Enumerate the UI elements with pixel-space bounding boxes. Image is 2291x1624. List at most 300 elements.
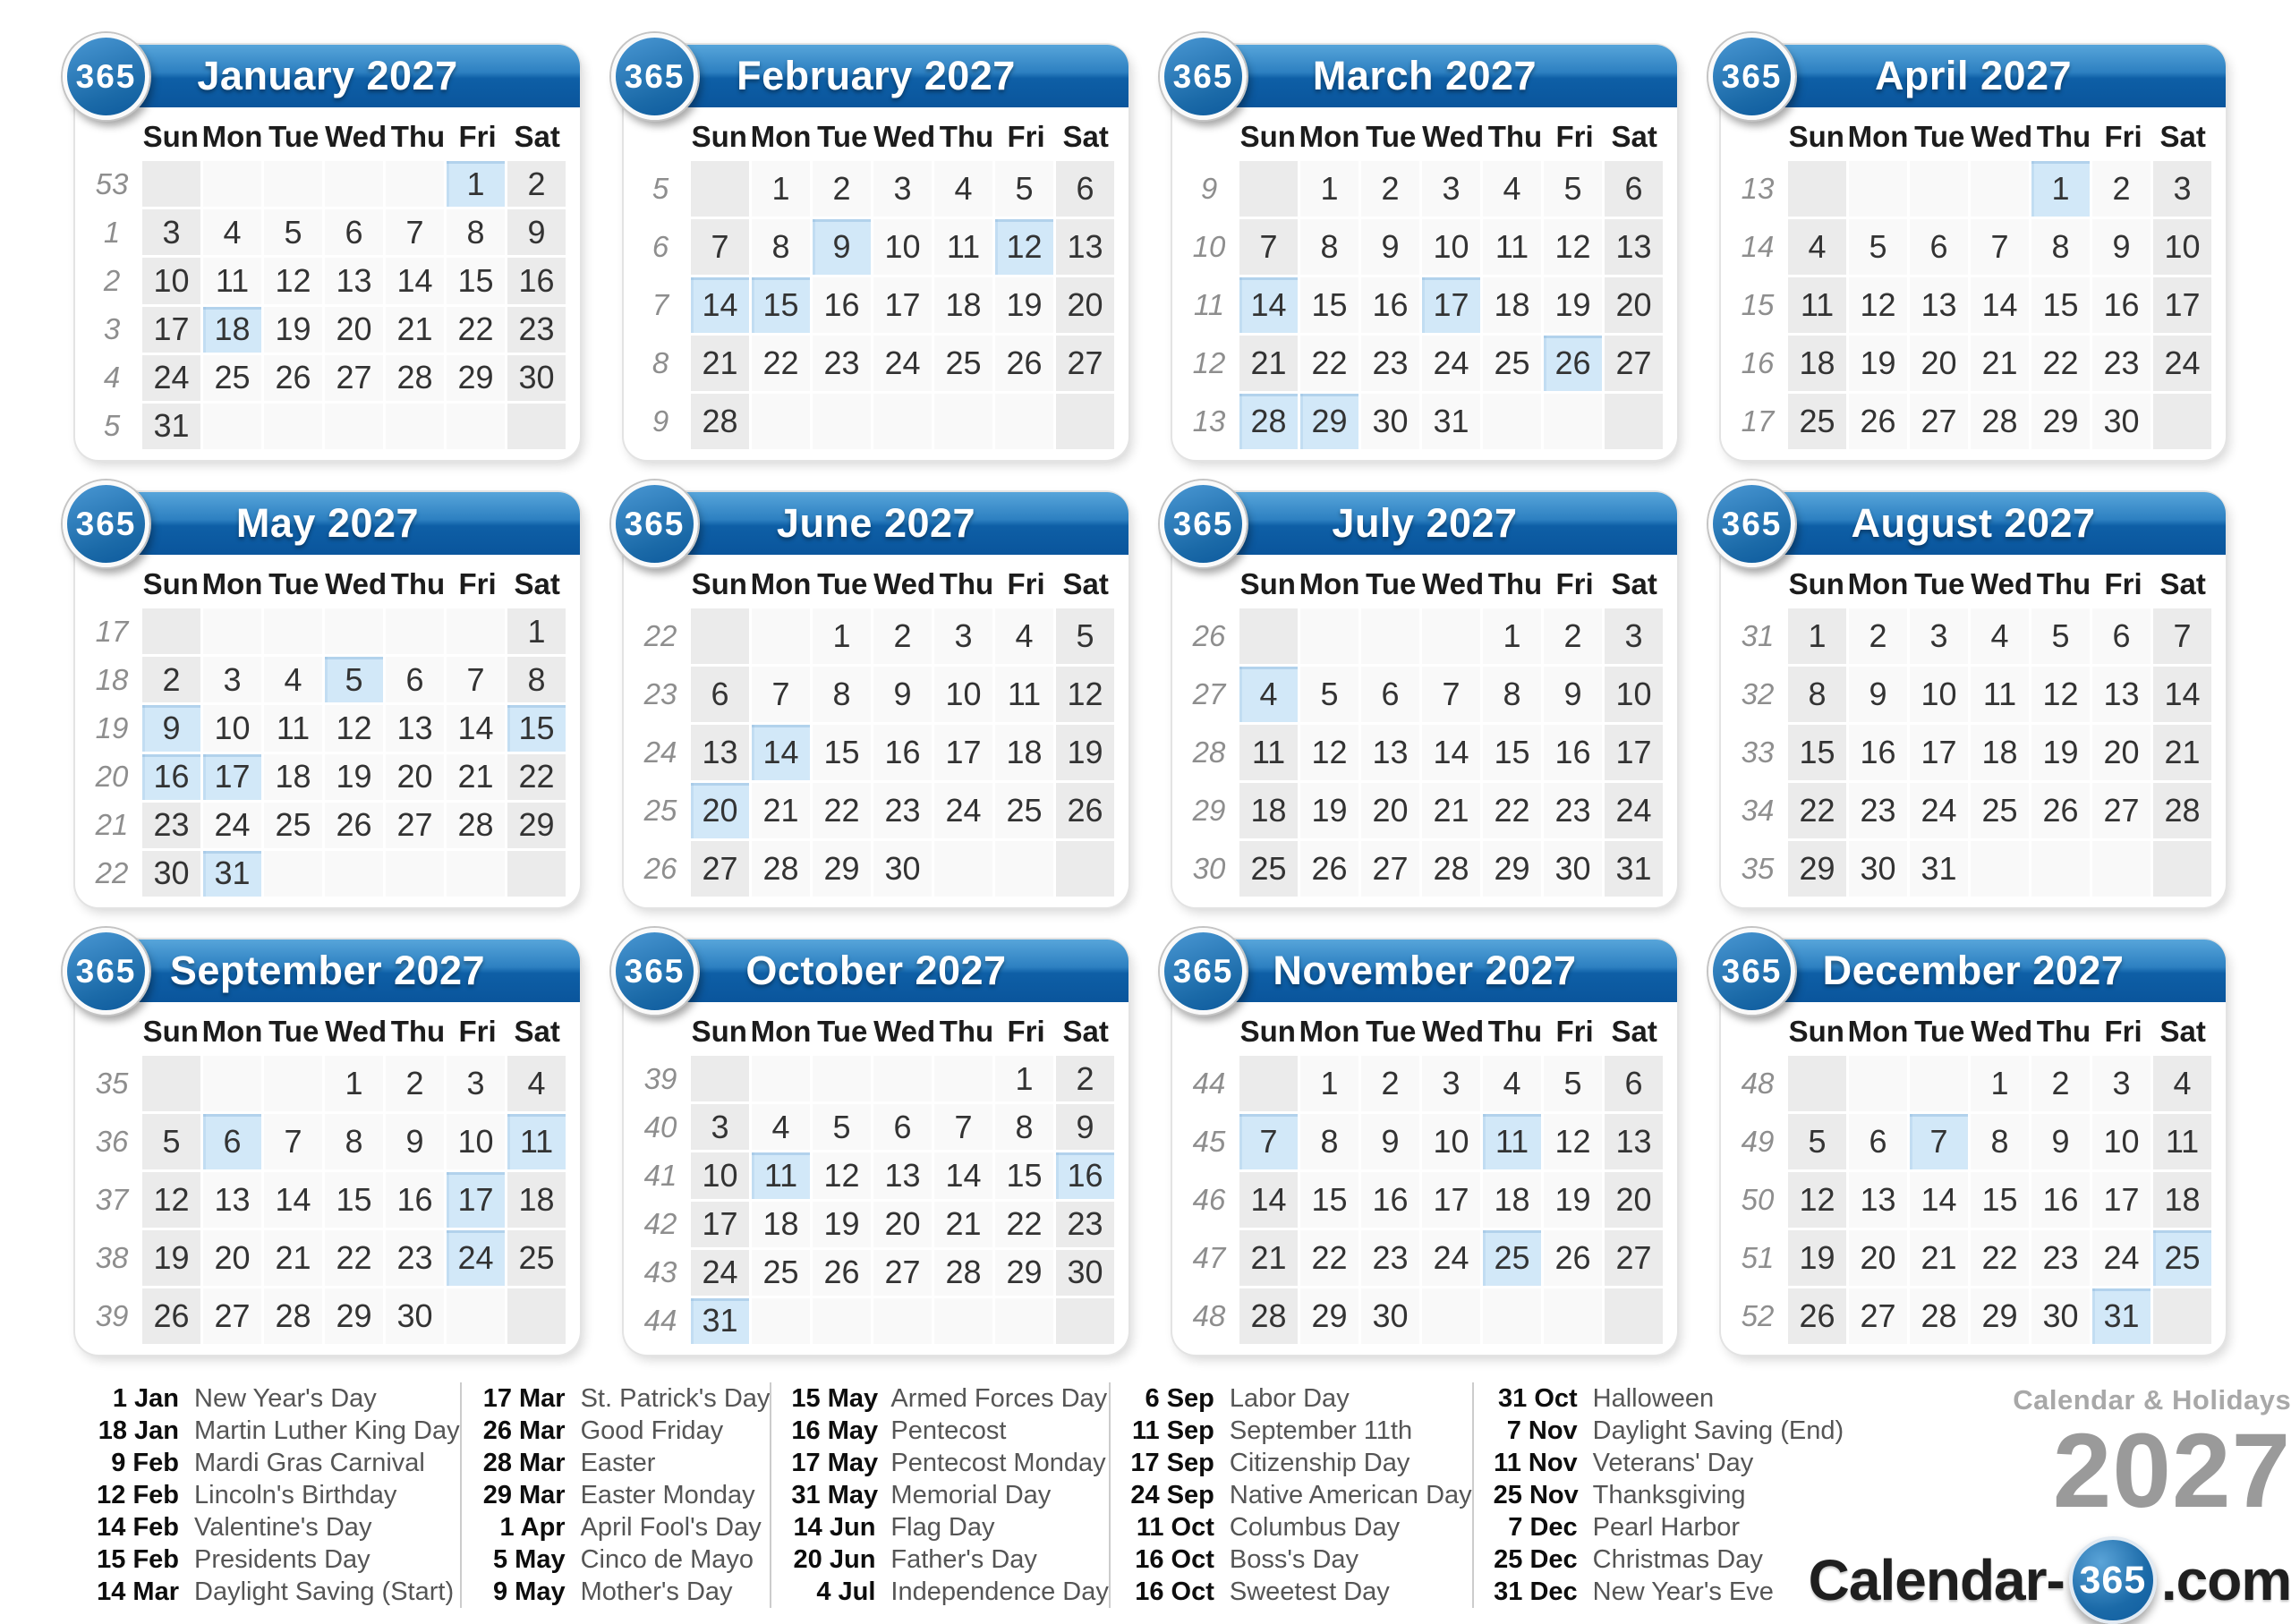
day-cell[interactable]: 19 — [142, 1230, 200, 1286]
holiday-name[interactable]: Halloween — [1592, 1383, 1715, 1413]
day-cell[interactable]: 18 — [752, 1202, 810, 1247]
day-cell[interactable]: 11 — [1483, 1114, 1541, 1169]
day-cell[interactable]: 28 — [1910, 1288, 1968, 1344]
day-cell[interactable]: 24 — [1422, 1230, 1480, 1286]
day-cell[interactable]: 10 — [1910, 667, 1968, 722]
day-cell[interactable]: 11 — [1239, 725, 1298, 780]
day-cell[interactable]: 19 — [325, 754, 383, 800]
day-cell[interactable]: 20 — [1605, 277, 1663, 333]
day-cell[interactable]: 6 — [2092, 608, 2150, 664]
day-cell[interactable]: 18 — [264, 754, 322, 800]
day-cell[interactable]: 26 — [1300, 841, 1358, 897]
day-cell[interactable]: 7 — [1971, 219, 2029, 275]
day-cell[interactable]: 24 — [934, 783, 992, 838]
day-cell[interactable]: 21 — [1239, 1230, 1298, 1286]
day-cell[interactable]: 1 — [2031, 161, 2090, 217]
day-cell[interactable]: 25 — [1483, 1230, 1541, 1286]
brand-logo[interactable] — [1809, 1536, 2291, 1624]
day-cell[interactable]: 11 — [2153, 1114, 2211, 1169]
day-cell[interactable]: 21 — [264, 1230, 322, 1286]
day-cell[interactable]: 31 — [2092, 1288, 2150, 1344]
day-cell[interactable]: 17 — [873, 277, 932, 333]
day-cell[interactable]: 23 — [1849, 783, 1907, 838]
day-cell[interactable]: 14 — [386, 258, 444, 303]
day-cell[interactable]: 19 — [813, 1202, 871, 1247]
day-cell[interactable]: 18 — [2153, 1172, 2211, 1228]
day-cell[interactable]: 1 — [752, 161, 810, 217]
day-cell[interactable]: 21 — [691, 336, 749, 391]
day-cell[interactable]: 11 — [264, 705, 322, 751]
holiday-name[interactable]: September 11th — [1229, 1416, 1413, 1445]
day-cell[interactable]: 7 — [1239, 1114, 1298, 1169]
day-cell[interactable]: 1 — [1788, 608, 1846, 664]
day-cell[interactable]: 10 — [2153, 219, 2211, 275]
day-cell[interactable]: 25 — [2153, 1230, 2211, 1286]
day-cell[interactable]: 17 — [2092, 1172, 2150, 1228]
day-cell[interactable]: 25 — [203, 355, 261, 401]
day-cell[interactable]: 30 — [2031, 1288, 2090, 1344]
day-cell[interactable]: 8 — [1300, 1114, 1358, 1169]
day-cell[interactable]: 27 — [1910, 394, 1968, 449]
day-cell[interactable]: 17 — [203, 754, 261, 800]
day-cell[interactable]: 30 — [507, 355, 566, 401]
day-cell[interactable]: 9 — [1544, 667, 1602, 722]
day-cell[interactable]: 14 — [264, 1172, 322, 1228]
day-cell[interactable]: 8 — [2031, 219, 2090, 275]
day-cell[interactable]: 31 — [1422, 394, 1480, 449]
day-cell[interactable]: 20 — [873, 1202, 932, 1247]
day-cell[interactable]: 16 — [1056, 1152, 1114, 1198]
day-cell[interactable]: 9 — [813, 219, 871, 275]
day-cell[interactable]: 15 — [1788, 725, 1846, 780]
day-cell[interactable]: 23 — [507, 307, 566, 353]
day-cell[interactable]: 31 — [691, 1298, 749, 1344]
day-cell[interactable]: 12 — [813, 1152, 871, 1198]
day-cell[interactable]: 18 — [507, 1172, 566, 1228]
day-cell[interactable]: 2 — [1544, 608, 1602, 664]
day-cell[interactable]: 9 — [873, 667, 932, 722]
holiday-name[interactable]: Father's Day — [890, 1544, 1037, 1574]
day-cell[interactable]: 8 — [752, 219, 810, 275]
day-cell[interactable]: 8 — [1788, 667, 1846, 722]
day-cell[interactable]: 13 — [203, 1172, 261, 1228]
day-cell[interactable]: 29 — [447, 355, 505, 401]
day-cell[interactable]: 7 — [1239, 219, 1298, 275]
day-cell[interactable]: 26 — [1544, 1230, 1602, 1286]
day-cell[interactable]: 10 — [447, 1114, 505, 1169]
holiday-name[interactable]: Pentecost Monday — [890, 1448, 1106, 1477]
day-cell[interactable]: 2 — [873, 608, 932, 664]
day-cell[interactable]: 7 — [1422, 667, 1480, 722]
day-cell[interactable]: 12 — [2031, 667, 2090, 722]
day-cell[interactable]: 14 — [1910, 1172, 1968, 1228]
day-cell[interactable]: 17 — [934, 725, 992, 780]
day-cell[interactable]: 15 — [447, 258, 505, 303]
day-cell[interactable]: 1 — [447, 161, 505, 207]
day-cell[interactable]: 21 — [1422, 783, 1480, 838]
day-cell[interactable]: 29 — [1300, 394, 1358, 449]
day-cell[interactable]: 20 — [1849, 1230, 1907, 1286]
day-cell[interactable]: 29 — [325, 1288, 383, 1344]
day-cell[interactable]: 14 — [2153, 667, 2211, 722]
day-cell[interactable]: 3 — [142, 209, 200, 255]
day-cell[interactable]: 6 — [873, 1104, 932, 1150]
day-cell[interactable]: 22 — [1300, 1230, 1358, 1286]
day-cell[interactable]: 7 — [1910, 1114, 1968, 1169]
day-cell[interactable]: 13 — [1849, 1172, 1907, 1228]
day-cell[interactable]: 6 — [386, 657, 444, 702]
day-cell[interactable]: 25 — [507, 1230, 566, 1286]
day-cell[interactable]: 26 — [264, 355, 322, 401]
day-cell[interactable]: 6 — [325, 209, 383, 255]
day-cell[interactable]: 13 — [386, 705, 444, 751]
day-cell[interactable]: 4 — [1483, 1056, 1541, 1111]
day-cell[interactable]: 17 — [1422, 1172, 1480, 1228]
day-cell[interactable]: 27 — [1849, 1288, 1907, 1344]
day-cell[interactable]: 30 — [2092, 394, 2150, 449]
holiday-name[interactable]: Daylight Saving (Start) — [194, 1577, 455, 1606]
day-cell[interactable]: 27 — [325, 355, 383, 401]
day-cell[interactable]: 29 — [2031, 394, 2090, 449]
day-cell[interactable]: 30 — [1544, 841, 1602, 897]
day-cell[interactable]: 9 — [142, 705, 200, 751]
day-cell[interactable]: 15 — [325, 1172, 383, 1228]
day-cell[interactable]: 30 — [873, 841, 932, 897]
day-cell[interactable]: 1 — [995, 1056, 1053, 1101]
day-cell[interactable]: 27 — [1361, 841, 1419, 897]
day-cell[interactable]: 2 — [1849, 608, 1907, 664]
day-cell[interactable]: 24 — [142, 355, 200, 401]
day-cell[interactable]: 4 — [1788, 219, 1846, 275]
day-cell[interactable]: 15 — [1971, 1172, 2029, 1228]
day-cell[interactable]: 14 — [752, 725, 810, 780]
holiday-name[interactable]: Cinco de Mayo — [580, 1544, 754, 1574]
day-cell[interactable]: 23 — [2031, 1230, 2090, 1286]
day-cell[interactable]: 22 — [1971, 1230, 2029, 1286]
day-cell[interactable]: 24 — [1605, 783, 1663, 838]
day-cell[interactable]: 1 — [1300, 161, 1358, 217]
day-cell[interactable]: 23 — [2092, 336, 2150, 391]
day-cell[interactable]: 4 — [1483, 161, 1541, 217]
holiday-name[interactable]: Good Friday — [580, 1416, 724, 1445]
day-cell[interactable]: 2 — [2031, 1056, 2090, 1111]
day-cell[interactable]: 11 — [934, 219, 992, 275]
holiday-name[interactable]: Pearl Harbor — [1592, 1512, 1741, 1542]
day-cell[interactable]: 3 — [873, 161, 932, 217]
day-cell[interactable]: 3 — [1910, 608, 1968, 664]
day-cell[interactable]: 7 — [2153, 608, 2211, 664]
day-cell[interactable]: 19 — [1544, 277, 1602, 333]
day-cell[interactable]: 16 — [1361, 277, 1419, 333]
day-cell[interactable]: 28 — [264, 1288, 322, 1344]
day-cell[interactable]: 27 — [203, 1288, 261, 1344]
day-cell[interactable]: 21 — [1971, 336, 2029, 391]
day-cell[interactable]: 12 — [1849, 277, 1907, 333]
day-cell[interactable]: 27 — [691, 841, 749, 897]
day-cell[interactable]: 24 — [1910, 783, 1968, 838]
day-cell[interactable]: 24 — [2092, 1230, 2150, 1286]
day-cell[interactable]: 7 — [934, 1104, 992, 1150]
day-cell[interactable]: 3 — [1605, 608, 1663, 664]
day-cell[interactable]: 21 — [2153, 725, 2211, 780]
holiday-name[interactable]: Boss's Day — [1229, 1544, 1359, 1574]
day-cell[interactable]: 16 — [1361, 1172, 1419, 1228]
holiday-name[interactable]: St. Patrick's Day — [580, 1383, 771, 1413]
day-cell[interactable]: 21 — [752, 783, 810, 838]
day-cell[interactable]: 16 — [386, 1172, 444, 1228]
day-cell[interactable]: 27 — [2092, 783, 2150, 838]
day-cell[interactable]: 12 — [142, 1172, 200, 1228]
day-cell[interactable]: 25 — [1788, 394, 1846, 449]
day-cell[interactable]: 8 — [507, 657, 566, 702]
day-cell[interactable]: 13 — [1361, 725, 1419, 780]
day-cell[interactable]: 30 — [1056, 1250, 1114, 1296]
day-cell[interactable]: 10 — [142, 258, 200, 303]
day-cell[interactable]: 24 — [691, 1250, 749, 1296]
day-cell[interactable]: 20 — [691, 783, 749, 838]
holiday-name[interactable]: Memorial Day — [890, 1480, 1052, 1509]
day-cell[interactable]: 4 — [2153, 1056, 2211, 1111]
day-cell[interactable]: 2 — [813, 161, 871, 217]
holiday-name[interactable]: Independence Day — [890, 1577, 1109, 1606]
day-cell[interactable]: 31 — [1910, 841, 1968, 897]
holiday-name[interactable]: Presidents Day — [194, 1544, 370, 1574]
day-cell[interactable]: 12 — [264, 258, 322, 303]
holiday-name[interactable]: Sweetest Day — [1229, 1577, 1390, 1606]
day-cell[interactable]: 11 — [1483, 219, 1541, 275]
day-cell[interactable]: 20 — [203, 1230, 261, 1286]
day-cell[interactable]: 20 — [1605, 1172, 1663, 1228]
holiday-name[interactable]: Armed Forces Day — [890, 1383, 1108, 1413]
day-cell[interactable]: 19 — [995, 277, 1053, 333]
holiday-name[interactable]: April Fool's Day — [580, 1512, 762, 1542]
day-cell[interactable]: 22 — [752, 336, 810, 391]
holiday-name[interactable]: Daylight Saving (End) — [1592, 1416, 1844, 1445]
day-cell[interactable]: 25 — [1971, 783, 2029, 838]
day-cell[interactable]: 19 — [1056, 725, 1114, 780]
day-cell[interactable]: 28 — [691, 394, 749, 449]
day-cell[interactable]: 4 — [203, 209, 261, 255]
day-cell[interactable]: 26 — [813, 1250, 871, 1296]
day-cell[interactable]: 10 — [934, 667, 992, 722]
day-cell[interactable]: 5 — [1056, 608, 1114, 664]
day-cell[interactable]: 25 — [264, 803, 322, 848]
day-cell[interactable]: 24 — [2153, 336, 2211, 391]
day-cell[interactable]: 26 — [325, 803, 383, 848]
holiday-name[interactable]: Veterans' Day — [1592, 1448, 1754, 1477]
day-cell[interactable]: 15 — [1300, 1172, 1358, 1228]
holiday-name[interactable]: Martin Luther King Day — [194, 1416, 460, 1445]
day-cell[interactable]: 10 — [691, 1152, 749, 1198]
day-cell[interactable]: 25 — [752, 1250, 810, 1296]
day-cell[interactable]: 8 — [1971, 1114, 2029, 1169]
day-cell[interactable]: 25 — [1483, 336, 1541, 391]
day-cell[interactable]: 26 — [142, 1288, 200, 1344]
day-cell[interactable]: 3 — [447, 1056, 505, 1111]
day-cell[interactable]: 27 — [873, 1250, 932, 1296]
day-cell[interactable]: 5 — [2031, 608, 2090, 664]
day-cell[interactable]: 14 — [1239, 277, 1298, 333]
day-cell[interactable]: 16 — [873, 725, 932, 780]
holiday-name[interactable]: Easter — [580, 1448, 656, 1477]
holiday-name[interactable]: Thanksgiving — [1592, 1480, 1746, 1509]
day-cell[interactable]: 30 — [386, 1288, 444, 1344]
holiday-name[interactable]: Mardi Gras Carnival — [194, 1448, 425, 1477]
day-cell[interactable]: 9 — [2092, 219, 2150, 275]
day-cell[interactable]: 4 — [507, 1056, 566, 1111]
day-cell[interactable]: 12 — [1544, 1114, 1602, 1169]
day-cell[interactable]: 5 — [325, 657, 383, 702]
day-cell[interactable]: 7 — [691, 219, 749, 275]
day-cell[interactable]: 12 — [1056, 667, 1114, 722]
day-cell[interactable]: 12 — [1788, 1172, 1846, 1228]
day-cell[interactable]: 5 — [813, 1104, 871, 1150]
day-cell[interactable]: 23 — [1361, 336, 1419, 391]
day-cell[interactable]: 6 — [691, 667, 749, 722]
holiday-name[interactable]: Flag Day — [890, 1512, 995, 1542]
day-cell[interactable]: 13 — [691, 725, 749, 780]
day-cell[interactable]: 14 — [1239, 1172, 1298, 1228]
day-cell[interactable]: 2 — [1361, 161, 1419, 217]
day-cell[interactable]: 4 — [934, 161, 992, 217]
day-cell[interactable]: 10 — [873, 219, 932, 275]
day-cell[interactable]: 22 — [2031, 336, 2090, 391]
day-cell[interactable]: 22 — [447, 307, 505, 353]
day-cell[interactable]: 29 — [1971, 1288, 2029, 1344]
day-cell[interactable]: 9 — [1056, 1104, 1114, 1150]
day-cell[interactable]: 10 — [2092, 1114, 2150, 1169]
day-cell[interactable]: 14 — [691, 277, 749, 333]
day-cell[interactable]: 15 — [2031, 277, 2090, 333]
day-cell[interactable]: 30 — [142, 851, 200, 897]
day-cell[interactable]: 11 — [752, 1152, 810, 1198]
day-cell[interactable]: 17 — [2153, 277, 2211, 333]
day-cell[interactable]: 26 — [2031, 783, 2090, 838]
holiday-name[interactable]: Pentecost — [890, 1416, 1007, 1445]
day-cell[interactable]: 20 — [325, 307, 383, 353]
day-cell[interactable]: 31 — [1605, 841, 1663, 897]
day-cell[interactable]: 25 — [1239, 841, 1298, 897]
day-cell[interactable]: 15 — [813, 725, 871, 780]
holiday-name[interactable]: Easter Monday — [580, 1480, 755, 1509]
day-cell[interactable]: 16 — [1849, 725, 1907, 780]
day-cell[interactable]: 17 — [447, 1172, 505, 1228]
day-cell[interactable]: 4 — [264, 657, 322, 702]
holiday-name[interactable]: Lincoln's Birthday — [194, 1480, 397, 1509]
day-cell[interactable]: 9 — [386, 1114, 444, 1169]
day-cell[interactable]: 2 — [386, 1056, 444, 1111]
day-cell[interactable]: 15 — [995, 1152, 1053, 1198]
holiday-name[interactable]: New Year's Day — [194, 1383, 377, 1413]
day-cell[interactable]: 16 — [813, 277, 871, 333]
holiday-name[interactable]: Citizenship Day — [1229, 1448, 1410, 1477]
day-cell[interactable]: 30 — [1361, 1288, 1419, 1344]
day-cell[interactable]: 28 — [1239, 394, 1298, 449]
day-cell[interactable]: 13 — [2092, 667, 2150, 722]
day-cell[interactable]: 22 — [1300, 336, 1358, 391]
day-cell[interactable]: 8 — [813, 667, 871, 722]
day-cell[interactable]: 23 — [873, 783, 932, 838]
day-cell[interactable]: 16 — [2031, 1172, 2090, 1228]
day-cell[interactable]: 1 — [325, 1056, 383, 1111]
day-cell[interactable]: 17 — [1605, 725, 1663, 780]
day-cell[interactable]: 20 — [1056, 277, 1114, 333]
day-cell[interactable]: 8 — [325, 1114, 383, 1169]
day-cell[interactable]: 9 — [1361, 219, 1419, 275]
day-cell[interactable]: 11 — [995, 667, 1053, 722]
day-cell[interactable]: 15 — [1300, 277, 1358, 333]
day-cell[interactable]: 12 — [1544, 219, 1602, 275]
day-cell[interactable]: 18 — [1483, 1172, 1541, 1228]
day-cell[interactable]: 23 — [813, 336, 871, 391]
day-cell[interactable]: 3 — [203, 657, 261, 702]
day-cell[interactable]: 2 — [1056, 1056, 1114, 1101]
day-cell[interactable]: 9 — [507, 209, 566, 255]
day-cell[interactable]: 31 — [142, 404, 200, 449]
day-cell[interactable]: 17 — [1910, 725, 1968, 780]
day-cell[interactable]: 21 — [1910, 1230, 1968, 1286]
day-cell[interactable]: 18 — [1788, 336, 1846, 391]
day-cell[interactable]: 4 — [1971, 608, 2029, 664]
day-cell[interactable]: 1 — [813, 608, 871, 664]
day-cell[interactable]: 29 — [1300, 1288, 1358, 1344]
day-cell[interactable]: 5 — [995, 161, 1053, 217]
day-cell[interactable]: 6 — [1361, 667, 1419, 722]
day-cell[interactable]: 22 — [325, 1230, 383, 1286]
day-cell[interactable]: 17 — [1422, 277, 1480, 333]
day-cell[interactable]: 16 — [142, 754, 200, 800]
day-cell[interactable]: 5 — [1300, 667, 1358, 722]
holiday-name[interactable]: Native American Day — [1229, 1480, 1472, 1509]
holiday-name[interactable]: Mother's Day — [580, 1577, 733, 1606]
day-cell[interactable]: 24 — [873, 336, 932, 391]
day-cell[interactable]: 22 — [1483, 783, 1541, 838]
day-cell[interactable]: 18 — [934, 277, 992, 333]
day-cell[interactable]: 15 — [1483, 725, 1541, 780]
day-cell[interactable]: 13 — [1056, 219, 1114, 275]
day-cell[interactable]: 19 — [1849, 336, 1907, 391]
day-cell[interactable]: 20 — [2092, 725, 2150, 780]
day-cell[interactable]: 29 — [1788, 841, 1846, 897]
holiday-name[interactable]: New Year's Eve — [1592, 1577, 1774, 1606]
day-cell[interactable]: 28 — [2153, 783, 2211, 838]
day-cell[interactable]: 9 — [1849, 667, 1907, 722]
day-cell[interactable]: 16 — [2092, 277, 2150, 333]
day-cell[interactable]: 5 — [264, 209, 322, 255]
day-cell[interactable]: 13 — [873, 1152, 932, 1198]
day-cell[interactable]: 8 — [1483, 667, 1541, 722]
day-cell[interactable]: 19 — [1300, 783, 1358, 838]
day-cell[interactable]: 21 — [386, 307, 444, 353]
day-cell[interactable]: 2 — [507, 161, 566, 207]
day-cell[interactable]: 10 — [203, 705, 261, 751]
day-cell[interactable]: 26 — [1544, 336, 1602, 391]
day-cell[interactable]: 7 — [447, 657, 505, 702]
day-cell[interactable]: 22 — [813, 783, 871, 838]
day-cell[interactable]: 21 — [1239, 336, 1298, 391]
day-cell[interactable]: 19 — [2031, 725, 2090, 780]
day-cell[interactable]: 31 — [203, 851, 261, 897]
holiday-name[interactable]: Valentine's Day — [194, 1512, 372, 1542]
day-cell[interactable]: 19 — [1544, 1172, 1602, 1228]
day-cell[interactable]: 14 — [447, 705, 505, 751]
day-cell[interactable]: 10 — [1422, 219, 1480, 275]
day-cell[interactable]: 3 — [934, 608, 992, 664]
day-cell[interactable]: 8 — [995, 1104, 1053, 1150]
day-cell[interactable]: 16 — [1544, 725, 1602, 780]
day-cell[interactable]: 12 — [995, 219, 1053, 275]
day-cell[interactable]: 22 — [507, 754, 566, 800]
